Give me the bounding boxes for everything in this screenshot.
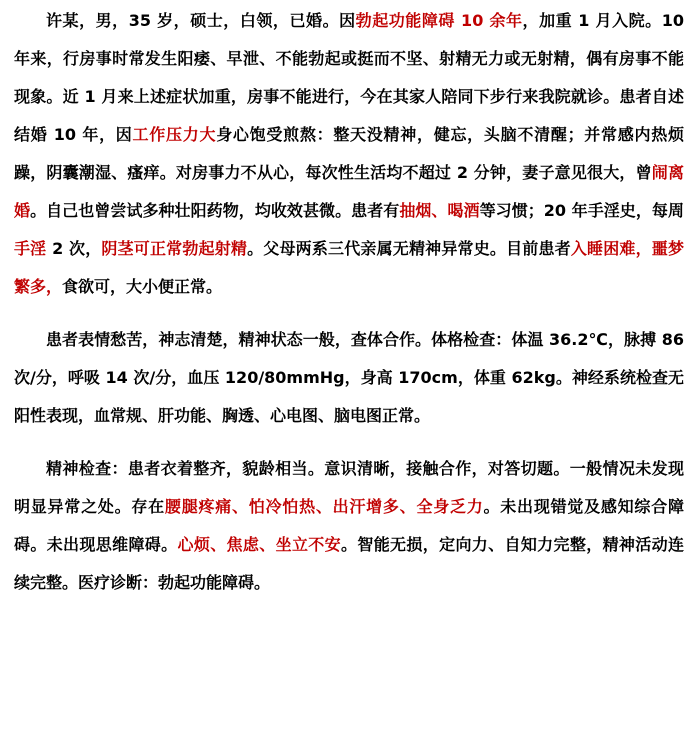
highlight-masturbation: 手淫	[14, 239, 47, 258]
text-segment: 身心饱受煎熬：整天没精神，健忘，头脑不清醒；并常感内热烦躁，阴囊潮湿、瘙痒。对房事力不从心，每次性生活均不超过 2 分钟，妻子意见很大，曾	[14, 125, 684, 182]
highlight-work-stress: 工作压力大	[132, 125, 217, 144]
text-segment: 2 次，	[46, 239, 102, 258]
highlight-smoking-drinking: 抽烟、喝酒	[399, 201, 480, 220]
text-segment: 。父母两系三代亲属无精神异常史。目前患者	[247, 239, 571, 258]
highlight-divorce: 闹离婚	[14, 163, 684, 220]
highlight-anxiety: 心烦、焦虑、坐立不安	[177, 535, 341, 554]
text-segment: 。智能无损，定向力、自知力完整，精神活动连续完整。医疗诊断：勃起功能障碍。	[14, 535, 684, 592]
case-report	[14, 2, 684, 602]
paragraph-physical-exam	[14, 321, 684, 435]
text-segment: 许某，男，35 岁，硕士，白领，已婚。因	[46, 11, 356, 30]
text-segment: 患者表情愁苦，神志清楚，精神状态一般，查体合作。体格检查：体温 36.2℃，脉搏 86 次/分，呼吸 14 次/分，血压 120/80mmHg，身高 170cm，体重 62kg。神经系统检查无阳性表现，血常规、肝功能、胸透、心电图、脑电图正常。	[14, 330, 684, 425]
paragraph-mental-exam	[14, 450, 684, 602]
text-segment: ，加重 1 月入院。10 年来，行房事时常发生阳痿、早泄、不能勃起或挺而不坚、射精无力或无射精，偶有房事不能现象。近 1 月来上述症状加重，房事不能进行，今在其家人陪同下步行来我院就诊。患者自述结婚 10 年，因	[14, 11, 684, 144]
text-segment: 。未出现错觉及感知综合障碍。未出现思维障碍。	[14, 497, 684, 554]
text-segment: 精神检查：患者衣着整齐，貌龄相当。意识清晰，接触合作，对答切题。一般情况未发现明显异常之处。存在	[14, 459, 684, 516]
highlight-sleep-problems: 入睡困难，噩梦繁多，	[14, 239, 684, 296]
text-segment: 等习惯；20 年手淫史，每周	[479, 201, 684, 220]
text-segment: 食欲可，大小便正常。	[62, 277, 223, 296]
highlight-normal-erection: 阴茎可正常勃起射精	[101, 239, 248, 258]
text-segment: 。自己也曾尝试多种壮阳药物，均收效甚微。患者有	[30, 201, 400, 220]
highlight-chief-complaint: 勃起功能障碍 10 余年	[355, 11, 523, 30]
highlight-somatic-symptoms: 腰腿疼痛、怕冷怕热、出汗增多、全身乏力	[164, 497, 484, 516]
paragraph-history	[14, 2, 684, 306]
